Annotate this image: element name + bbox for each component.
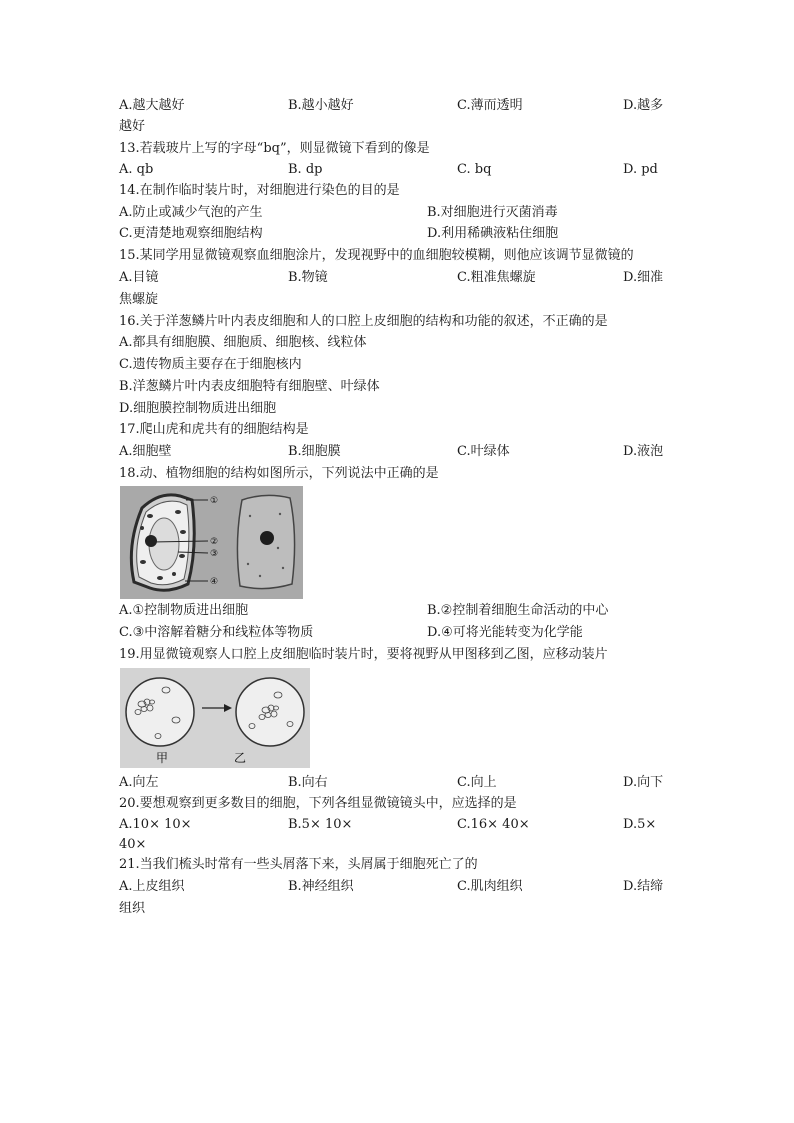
q12-option-d-wrap: 越好 — [119, 119, 146, 134]
q15-option-d: D.细准 — [623, 270, 664, 285]
animal-nucleus — [260, 531, 274, 545]
q19-option-c: C.向上 — [457, 775, 497, 790]
q16-option-d: D.细胞膜控制物质进出细胞 — [119, 401, 277, 416]
q18-option-d: D.④可将光能转变为化学能 — [427, 625, 583, 640]
q21-option-a: A.上皮组织 — [119, 879, 185, 894]
q12-option-b: B.越小越好 — [288, 98, 354, 113]
q15-option-c: C.粗准焦螺旋 — [457, 270, 536, 285]
q21-option-c: C.肌肉组织 — [457, 879, 523, 894]
q20-option-c: C.16× 40× — [457, 817, 530, 832]
q18-option-c: C.③中溶解着糖分和线粒体等物质 — [119, 625, 314, 640]
q17-option-c: C.叶绿体 — [457, 444, 510, 459]
label-jia: 甲 — [156, 751, 169, 765]
label-2: ② — [210, 537, 219, 547]
q15-option-a: A.目镜 — [119, 270, 159, 285]
q18-option-b: B.②控制着细胞生命活动的中心 — [427, 603, 609, 618]
view-jia — [126, 678, 194, 746]
label-1: ① — [210, 496, 219, 506]
q13-option-b: B. dp — [288, 162, 323, 177]
q20-option-d: D.5× — [623, 817, 657, 832]
q21-option-d: D.结缔 — [623, 879, 664, 894]
q17-option-a: A.细胞壁 — [119, 444, 172, 459]
q12-option-d: D.越多 — [623, 98, 664, 113]
q13-option-a: A. qb — [119, 162, 154, 177]
q21-option-b: B.神经组织 — [288, 879, 354, 894]
q17-stem: 17.爬山虎和虎共有的细胞结构是 — [119, 422, 309, 437]
q16-option-c: C.遗传物质主要存在于细胞核内 — [119, 357, 302, 372]
q13-option-d: D. pd — [623, 162, 658, 177]
q21-stem: 21.当我们梳头时常有一些头屑落下来，头屑属于细胞死亡了的 — [119, 857, 478, 872]
q13-stem: 13.若载玻片上写的字母“bq”，则显微镜下看到的像是 — [119, 141, 430, 156]
q18-option-a: A.①控制物质进出细胞 — [119, 603, 249, 618]
cell-structure-figure — [120, 486, 303, 599]
q14-option-c: C.更清楚地观察细胞结构 — [119, 226, 263, 241]
q20-stem: 20.要想观察到更多数目的细胞，下列各组显微镜镜头中，应选择的是 — [119, 796, 517, 811]
q16-option-b: B.洋葱鳞片叶内表皮细胞特有细胞壁、叶绿体 — [119, 379, 380, 394]
q19-option-a: A.向左 — [119, 775, 159, 790]
q12-option-c: C.薄而透明 — [457, 98, 523, 113]
q16-option-a: A.都具有细胞膜、细胞质、细胞核、线粒体 — [119, 335, 367, 350]
q18-stem: 18.动、植物细胞的结构如图所示，下列说法中正确的是 — [119, 466, 439, 481]
q15-option-b: B.物镜 — [288, 270, 328, 285]
q14-option-d: D.利用稀碘液粘住细胞 — [427, 226, 559, 241]
q19-stem: 19.用显微镜观察人口腔上皮细胞临时装片时，要将视野从甲图移到乙图，应移动装片 — [119, 647, 608, 662]
q16-stem: 16.关于洋葱鳞片叶内表皮细胞和人的口腔上皮细胞的结构和功能的叙述，不正确的是 — [119, 314, 608, 329]
view-yi — [236, 678, 304, 746]
q20-option-d-wrap: 40× — [119, 837, 147, 852]
q20-option-a: A.10× 10× — [119, 817, 192, 832]
q17-option-b: B.细胞膜 — [288, 444, 341, 459]
q21-option-d-wrap: 组织 — [119, 901, 146, 916]
q19-option-d: D.向下 — [623, 775, 664, 790]
q14-option-a: A.防止或减少气泡的产生 — [119, 205, 263, 220]
q14-stem: 14.在制作临时装片时，对细胞进行染色的目的是 — [119, 183, 400, 198]
q14-option-b: B.对细胞进行灭菌消毒 — [427, 205, 558, 220]
q15-option-d-wrap: 焦螺旋 — [119, 292, 159, 307]
label-4: ④ — [210, 577, 219, 587]
q19-option-b: B.向右 — [288, 775, 328, 790]
label-3: ③ — [210, 549, 219, 559]
plant-nucleus — [145, 535, 157, 547]
q15-stem: 15.某同学用显微镜观察血细胞涂片，发现视野中的血细胞较模糊，则他应该调节显微镜的 — [119, 248, 634, 263]
q17-option-d: D.液泡 — [623, 444, 664, 459]
q13-option-c: C. bq — [457, 162, 492, 177]
microscope-view-figure — [120, 668, 310, 768]
q12-option-a: A.越大越好 — [119, 98, 185, 113]
q20-option-b: B.5× 10× — [288, 817, 353, 832]
label-yi: 乙 — [234, 751, 247, 765]
